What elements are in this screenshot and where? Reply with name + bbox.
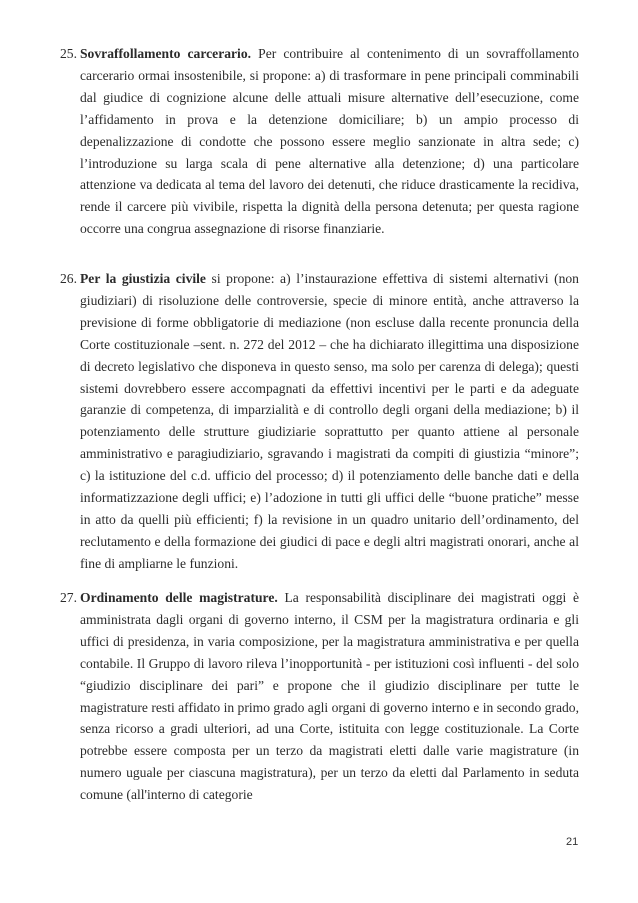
item-text: si propone: a) l’instaurazione effettiva di sistemi alternativi (non giudiziari) di risoluzione delle controversie, specie di minore entità, anche attraverso la previsione di forme obbligatorie di mediazione (non escluse dalla recente pronuncia della Corte costituzionale –sent. n. 272 del 2012 – che ha dichiarato illegittima una disposizione di decreto legislativo che disponeva in questo senso, ma solo per carenza di delega); questi sistemi dovrebbero essere accompagnati da effettivi incentivi per le parti e da adeguate garanzie di competenza, di imparzialità e di controllo degli organi della mediazione; b) il potenziamento delle strutture giudiziarie soprattutto per quanto attiene al personale amministrativo e paragiudiziario, sgravando i magistrati da compiti di giustizia “minore”; c) la istituzione del c.d. ufficio del processo; d) il potenziamento delle banche dati e della informatizzazione degli uffici; e) l’adozione in tutti gli uffici delle “buone pratiche” messe in atto da quelli più efficienti; f) la revisione in un quadro unitario dell’ordinamento, del reclutamento e della formazione dei giudici di pace e degli altri magistrati onorari, anche al fine di ampliarne le funzioni. — [80, 271, 579, 571]
item-text: La responsabilità disciplinare dei magistrati oggi è amministrata dagli organi di governo interno, il CSM per la magistratura ordinaria e gli uffici di presidenza, in varia composizione, per la magistratura amministrativa e per quella contabile. Il Gruppo di lavoro rileva l’inopportunità - per istituzioni così influenti - del solo “giudizio disciplinare dei pari” e propone che il giudizio disciplinare per tutte le magistrature resti affidato in primo grado agli organi di governo interno e in secondo grado, senza ricorso a gradi ulteriori, ad una Corte, istituita con legge costituzionale. La Corte potrebbe essere composta per un terzo da magistrati eletti dalle varie magistrature (in numero uguale per ciascuna magistratura), per un terzo da eletti dal Parlamento in seduta comune (all'interno di categorie — [80, 590, 579, 803]
item-number: 25. — [60, 46, 77, 61]
item-title: Ordinamento delle magistrature. — [80, 590, 278, 605]
paragraph-item-27 — [60, 587, 579, 806]
paragraph-item-25 — [60, 43, 579, 240]
item-number: 26. — [60, 271, 77, 286]
item-text: Per contribuire al contenimento di un sovraffollamento carcerario ormai insostenibile, si propone: a) di trasformare in pene principali comminabili dal giudice di cognizione alcune delle attuali misure alternative dell’esecuzione, come l’affidamento in prova e la detenzione domiciliare; b) un ampio processo di depenalizzazione di condotte che possono essere meglio sanzionate in altra sede; c) l’introduzione su larga scala di pene alternative alla detenzione; d) una particolare attenzione va dedicata al tema del lavoro dei detenuti, che riduce drasticamente la recidiva, rende il carcere più vivibile, rispetta la dignità della persona detenuta; per questa ragione occorre una congrua assegnazione di risorse finanziarie. — [80, 46, 579, 237]
paragraph-item-26 — [60, 268, 579, 575]
item-title: Sovraffollamento carcerario. — [80, 46, 252, 61]
page-number: 21 — [566, 836, 579, 848]
item-title: Per la giustizia civile — [80, 271, 206, 286]
item-number: 27. — [60, 590, 77, 605]
